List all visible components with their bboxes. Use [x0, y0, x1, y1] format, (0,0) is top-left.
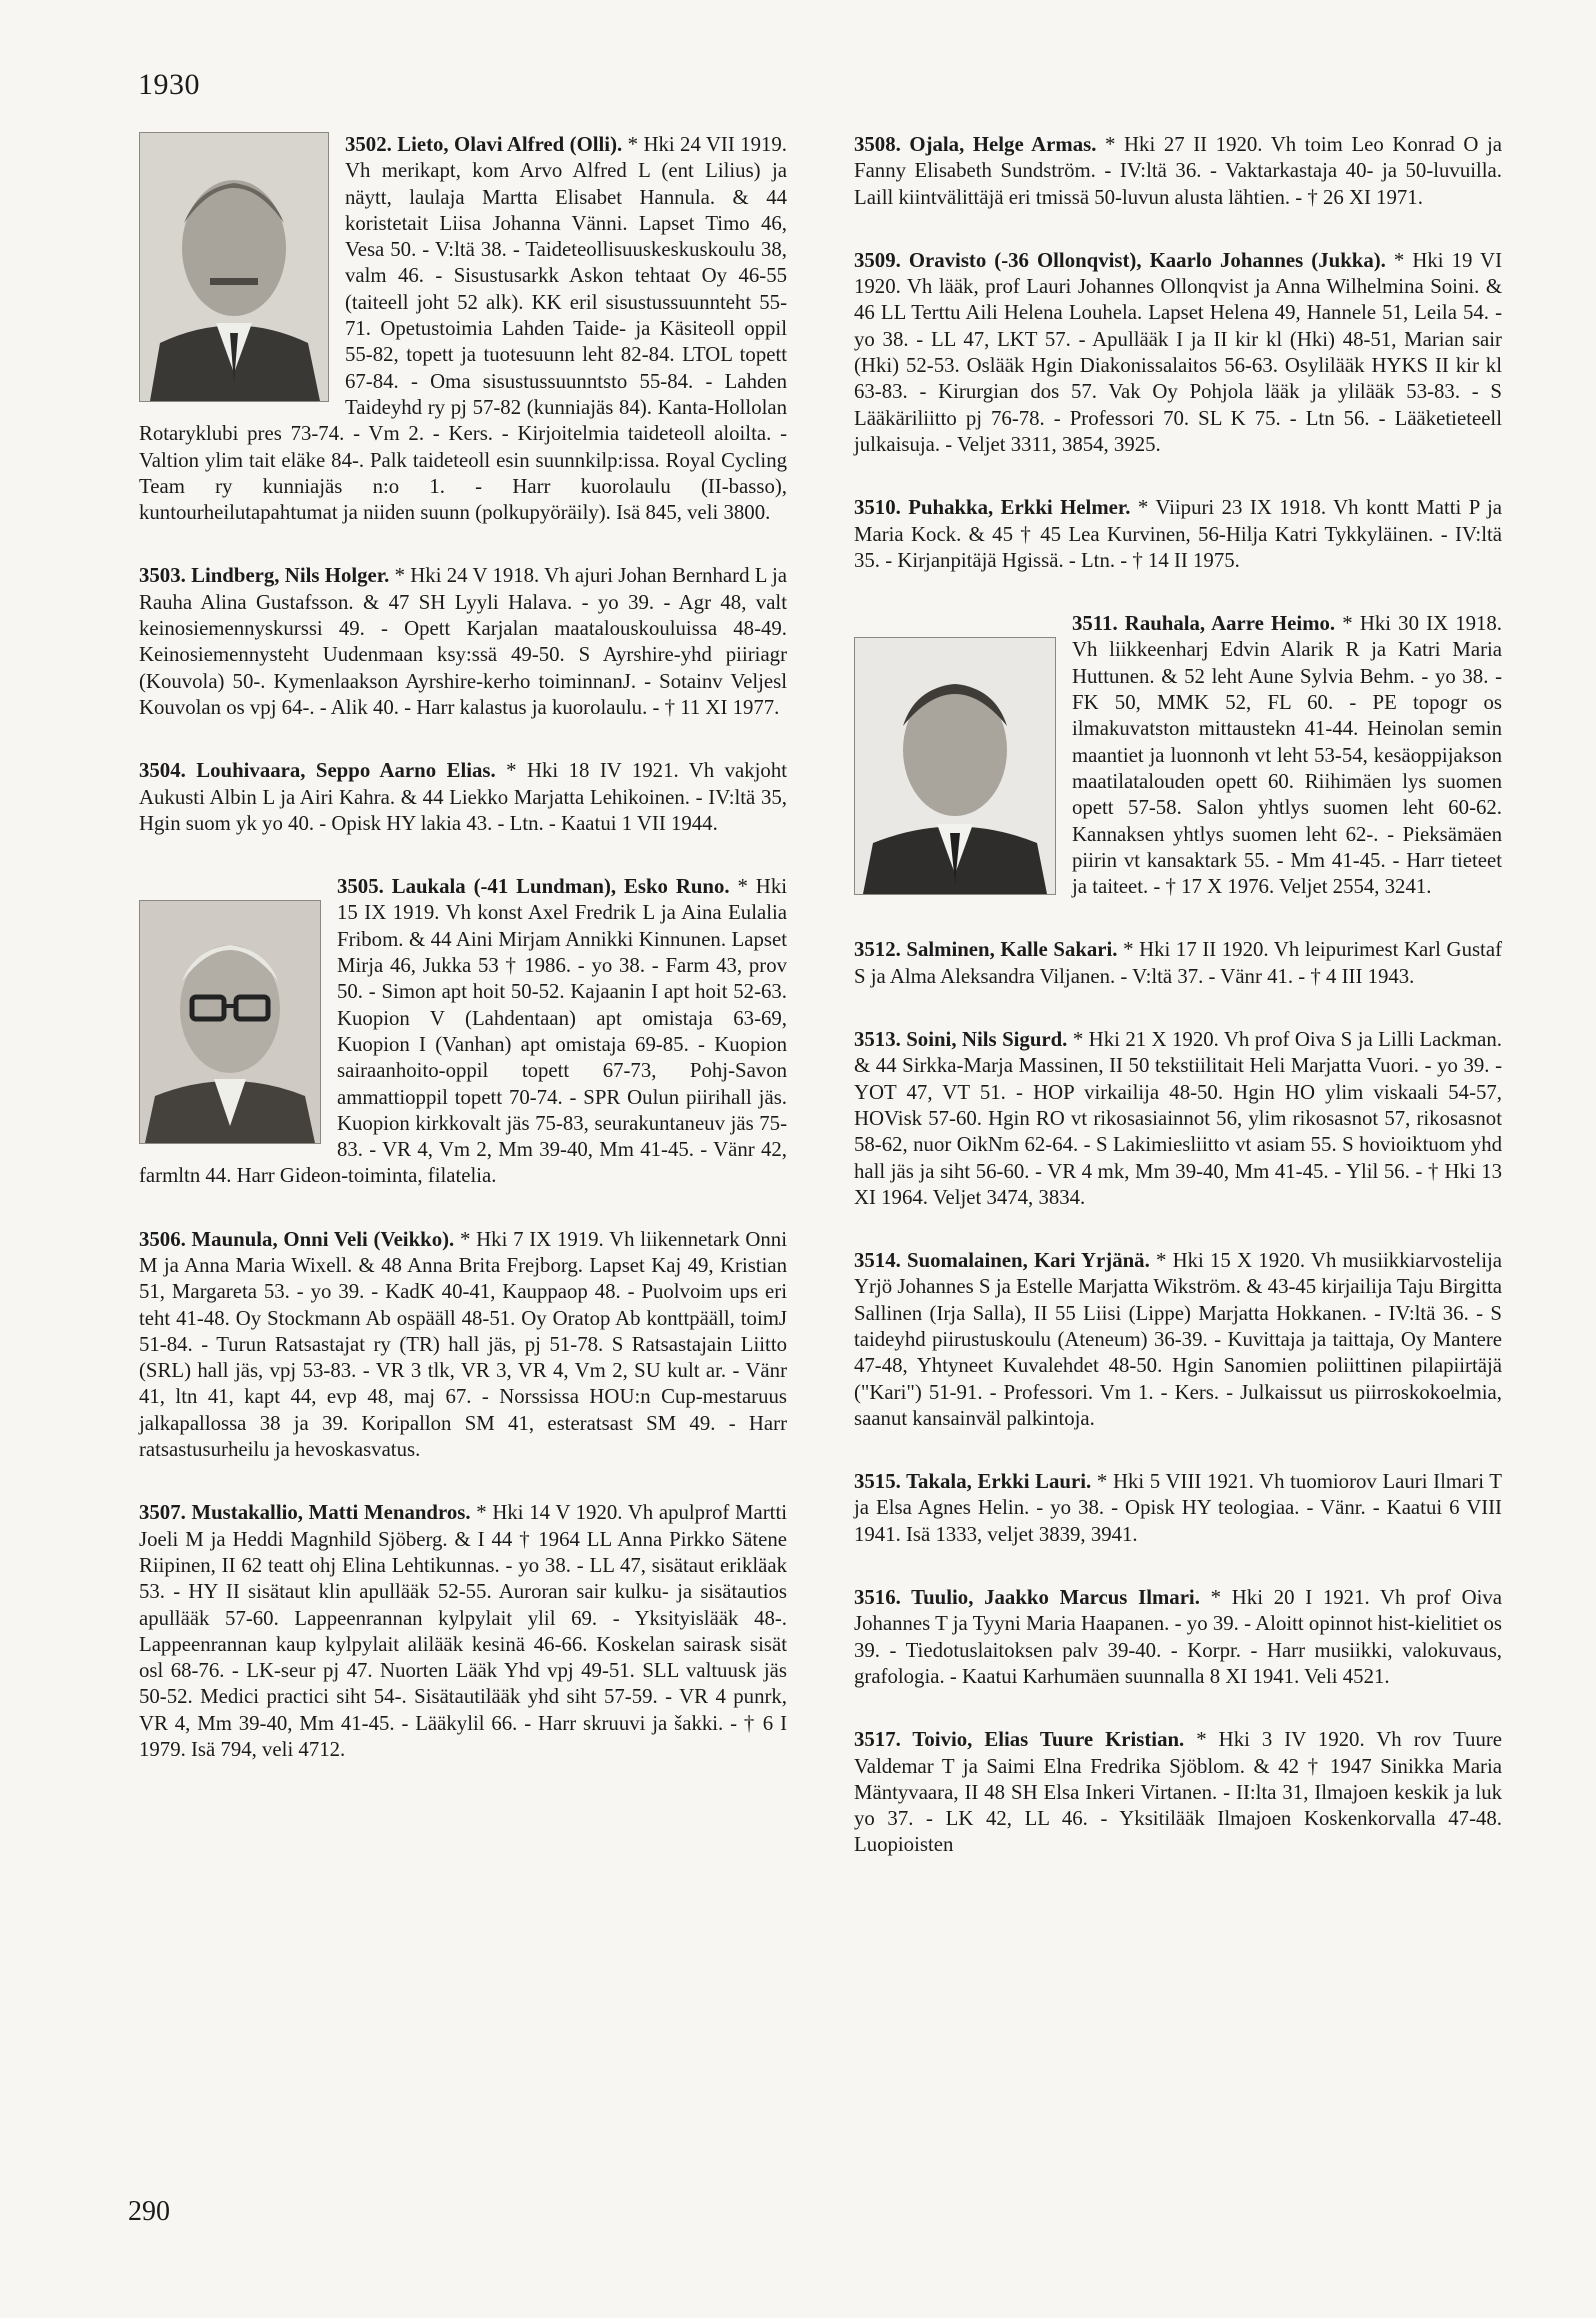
- entry-3509: [854, 248, 1502, 458]
- page-number: 290: [128, 2196, 170, 2227]
- entry-3513-body: * Hki 21 X 1920. Vh prof Oiva S ja Lilli Lackman. & 44 Sirkka-Marja Massinen, II 50 tekstiilitait Heli Marjatta Vuori. - yo 39. - YOT 47, VT 51. - HOP virkailija 48-50. Hgin HO ylim viskaali 54-57, HOVisk 57-60. Hgin RO vt rikosasiainnot 56, ylim rikosasnot 57, rikosasnot 58-62, nuor OikNm 62-64. - S Lakimiesliitto vt asiam 55. S hovioiktuom yhd hall jäs ja siht 56-60. - VR 4 mk, Mm 39-40, Mm 41-45. - Ylil 56. - † Hki 13 XI 1964. Veljet 3474, 3834.: [854, 1028, 1502, 1209]
- entry-3507-name: 3507. Mustakallio, Matti Menandros.: [139, 1501, 471, 1525]
- entry-3516-body: * Hki 20 I 1921. Vh prof Oiva Johannes T ja Tyyni Maria Haapanen. - yo 39. - Aloitt opinnot hist-kielitiet os 39. - Tiedotuslaitoksen palv 39-40. - Korpr. - Harr musiikki, valokuvaus, grafologia. - Kaatui Karhumäen suunnalla 8 XI 1941. Veli 4521.: [854, 1586, 1502, 1688]
- entry-3502-body: * Hki 24 VII 1919. Vh merikapt, kom Arvo Alfred L (ent Lilius) ja näytt, laulaja Martta Elisabet Hannula. & 44 koristetait Liisa Johanna Vänni. Lapset Timo 46, Vesa 50. - V:ltä 38. - Taideteollisuuskeskuskoulu 38, valm 46. - Sisustusarkk Askon tehtaat Oy 46-55 (taiteell joht 52 alk). KK eril sisustussuunnteht 55-71. Opetustoimia Lahden Taide- ja Käsiteoll oppil 55-82, topett ja tuotesuunn leht 82-84. LTOL topett 67-84. - Oma sisustussuunntsto 55-84. - Lahden Taideyhd ry pj 57-82 (kunniajäs 84). Kanta-Hollolan Rotaryklubi pres 73-74. - Vm 2. - Kers. - Kirjoitelmia taideteoll aloilta. - Valtion ylim tait eläke 84-. Palk taideteoll esin suunnkilp:issa. Royal Cycling Team ry kunniajäs n:o 1. - Harr kuorolaulu (II-basso), kuntourheilutapahtumat ja niiden suunn (polkupyöräily). Isä 845, veli 3800.: [139, 133, 787, 525]
- right-column: [854, 132, 1502, 1896]
- entry-3512-name: 3512. Salminen, Kalle Sakari.: [854, 938, 1118, 962]
- entry-3515: [854, 1469, 1502, 1548]
- entry-3505-name: 3505. Laukala (-41 Lundman), Esko Runo.: [337, 875, 730, 899]
- entry-3514-body: * Hki 15 X 1920. Vh musiikkiarvostelija Yrjö Johannes S ja Estelle Marjatta Wikström. & 43-45 kirjailija Taju Birgitta Sallinen (Irja Salla), II 55 Liisi (Lippe) Marjatta Hokkanen. - IV:ltä 36. - S taideyhd piirustuskoulu (Ateneum) 36-39. - Kuvittaja ja taittaja, Oy Mantere 47-48, Yhtyneet Kuvalehdet 48-50. Hgin Sanomien poliittinen pilapiirtäjä ("Kari") 51-91. - Professori. Vm 1. - Kers. - Julkaissut us piirroskokoelmia, saanut kansainväl palkintoja.: [854, 1249, 1502, 1430]
- left-column: [139, 132, 787, 1800]
- entry-3513: [854, 1027, 1502, 1211]
- entry-3506-name: 3506. Maunula, Onni Veli (Veikko).: [139, 1227, 455, 1251]
- entry-3513-name: 3513. Soini, Nils Sigurd.: [854, 1028, 1068, 1052]
- entry-3517: [854, 1727, 1502, 1858]
- entry-3509-name: 3509. Oravisto (-36 Ollonqvist), Kaarlo Johannes (Jukka).: [854, 248, 1386, 272]
- entry-3508: [854, 132, 1502, 211]
- entry-3515-name: 3515. Takala, Erkki Lauri.: [854, 1470, 1092, 1494]
- entry-3503-body: * Hki 24 V 1918. Vh ajuri Johan Bernhard L ja Rauha Alina Gustafsson. & 47 SH Lyyli Halava. - yo 39. - Agr 48, valt keinosiemennyskurssi 49. - Opett Karjalan maatalouskouluissa 48-49. Keinosiemennysteht Uudenmaan ksy:ssä 49-50. S Ayrshire-yhd piiriagr (Kouvola) 50-. Kymenlaakson Ayrshire-kerho toiminnanJ. - Sotainv Veljesl Kouvolan os vpj 64-. - Alik 40. - Harr kalastus ja kuorolaulu. - † 11 XI 1977.: [139, 564, 788, 719]
- entry-3504-name: 3504. Louhivaara, Seppo Aarno Elias.: [139, 759, 496, 783]
- entry-3503: [139, 563, 787, 721]
- entry-3504: [139, 758, 787, 837]
- page-year-header: 1930: [138, 68, 200, 101]
- entry-3510-body: * Viipuri 23 IX 1918. Vh kontt Matti P ja Maria Kock. & 45 † 45 Lea Kurvinen, 56-Hilja Katri Tykkyläinen. - IV:ltä 35. - Kirjanpitäjä Hgissä. - Ltn. - † 14 II 1975.: [854, 496, 1502, 572]
- portrait-3502-icon: [140, 133, 328, 401]
- entry-3504-body: * Hki 18 IV 1921. Vh vakjoht Aukusti Albin L ja Airi Kahra. & 44 Liekko Marjatta Lehikoinen. - IV:ltä 35, Hgin suom yk yo 40. - Opisk HY lakia 43. - Ltn. - Kaatui 1 VII 1944.: [139, 759, 787, 835]
- entry-3514-name: 3514. Suomalainen, Kari Yrjänä.: [854, 1249, 1150, 1273]
- entry-3516: [854, 1585, 1502, 1690]
- entry-3507: [139, 1500, 787, 1763]
- entry-3510: [854, 495, 1502, 574]
- entry-3511: [854, 611, 1502, 900]
- entry-3505-body: * Hki 15 IX 1919. Vh konst Axel Fredrik L ja Aina Eulalia Fribom. & 44 Aini Mirjam Annikki Kinnunen. Lapset Mirja 46, Jukka 53 † 1986. - yo 38. - Farm 43, prov 50. - Simon apt hoit 50-52. Kajaanin I apt hoit 52-63. Kuopion V (Lahdentaan) apt omistaja 63-69, Kuopion I (Vanhan) apt omistaja 69-85. - Kuopion sairaanhoito-oppil topett 67-73, Pohj-Savon ammattioppil topett 70-74. - SPR Oulun piirihall jäs. Kuopion kirkkovalt jäs 75-83, seurakuntaneuv jäs 75-83. - VR 4, Vm 2, Mm 39-40, Mm 41-45. - Vänr 42, farmltn 44. Harr Gideon-toiminta, filatelia.: [139, 875, 787, 1188]
- entry-3503-name: 3503. Lindberg, Nils Holger.: [139, 564, 390, 588]
- entry-3507-body: * Hki 14 V 1920. Vh apulprof Martti Joeli M ja Heddi Magnhild Sjöberg. & I 44 † 1964 LL Anna Pirkko Sätene Riipinen, II 62 teatt ohj Elina Lehtikunnas. - yo 38. - LL 47, sisätaut erikläak 53. - HY II sisätaut klin apullääk 52-55. Auroran sair kulku- ja sisätautios apullääk 57-60. Lappeenrannan kylpylait ylil 69. - Yksityislääk 48-. Lappeenrannan kaup kylpylait alilääk kesinä 46-66. Koskelan sairask sisät osl 68-76. - LK-seur pj 47. Nuorten Lääk Yhd vpj 49-51. SLL valtuusk jäs 50-52. Medici practici siht 54-. Sisätautilääk yhd siht 57-59. - VR 4 punrk, VR 4, Mm 39-40, Mm 41-45. - Lääkylil 66. - Harr skruuvi ja šakki. - † 6 I 1979. Isä 794, veli 4712.: [139, 1501, 788, 1762]
- entry-3506-body: * Hki 7 IX 1919. Vh liikennetark Onni M ja Anna Maria Wixell. & 48 Anna Brita Frejborg. Lapset Kaj 49, Kristian 51, Margareta 53. - yo 39. - KadK 40-41, Kauppaop 48. - Puolvoim ups eri teht 41-48. Oy Stockmann Ab ospääll 48-51. Oy Oratop Ab konttpääll, toimJ 51-84. - Turun Ratsastajat ry (TR) hall jäs, pj 51-78. S Ratsastajain Liitto (SRL) hall jäs, vpj 53-83. - VR 3 tlk, VR 3, VR 4, Vm 2, SU kult ar. - Vänr 41, ltn 41, kapt 44, evp 48, maj 67. - Norssissa HOU:n Cup-mestaruus jalkapallossa 38 ja 39. Koripallon SM 41, esteratsast SM 49. - Harr ratsastusurheilu ja hevoskasvatus.: [139, 1227, 787, 1462]
- entry-3502-name: 3502. Lieto, Olavi Alfred (Olli).: [345, 133, 623, 156]
- entry-3512: [854, 937, 1502, 990]
- portrait-photo-3505: [139, 900, 321, 1144]
- entry-3509-body: * Hki 19 VI 1920. Vh lääk, prof Lauri Johannes Ollonqvist ja Anna Wilhelmina Soini. & 46 LL Terttu Aili Helena Louhela. Lapset Helena 49, Hannele 51, Leila 54. - yo 38. - LL 47, LKT 57. - Apullääk I ja II kir kl (Hki) 48-51, Marian sair (Hki) 52-53. Oslääk Hgin Diakonissalaitos 56-63. Osylilääk HYKS II kir kl 63-83. - Kirurgian dos 57. Vak Oy Pohjola lääk ja ylilääk 53-83. - S Lääkäriliitto pj 76-78. - Professori 70. SL K 75. - Ltn 56. - Lääketieteell julkaisuja. - Veljet 3311, 3854, 3925.: [854, 248, 1503, 456]
- entry-3514: [854, 1248, 1502, 1432]
- entry-3516-name: 3516. Tuulio, Jaakko Marcus Ilmari.: [854, 1586, 1200, 1610]
- entry-3506: [139, 1227, 787, 1464]
- entry-3505: [139, 874, 787, 1190]
- entry-3511-body: * Hki 30 IX 1918. Vh liikkeenharj Edvin Alarik R ja Katri Maria Huttunen. & 52 leht Aune Sylvia Behm. - yo 38. - FK 50, MMK 52, FL 60. - PE topogr os ilmakuvatston mittaustekn 41-44. Heinolan semin maantiet ja luonnonh vt leht 53-54, kesäoppijakson maatilatalouden opett 60. Riihimäen lys suomen opett 57-58. Salon yhtlys suomen leht 60-62. Kannaksen yhtlys suomen leht 62-. - Pieksämäen piirin vt kansaktark 55. - Mm 41-45. - Harr tieteet ja taiteet. - † 17 X 1976. Veljet 2554, 3241.: [1072, 612, 1503, 899]
- portrait-photo-3502: [139, 132, 329, 402]
- entry-3517-name: 3517. Toivio, Elias Tuure Kristian.: [854, 1728, 1185, 1752]
- entry-3502: [139, 132, 787, 526]
- portrait-photo-3511: [854, 637, 1056, 895]
- entry-3510-name: 3510. Puhakka, Erkki Helmer.: [854, 496, 1131, 520]
- portrait-3511-icon: [855, 638, 1055, 894]
- entry-3511-name: 3511. Rauhala, Aarre Heimo.: [1072, 612, 1336, 636]
- entry-3508-name: 3508. Ojala, Helge Armas.: [854, 133, 1097, 156]
- entry-3517-body: * Hki 3 IV 1920. Vh rov Tuure Valdemar T ja Saimi Elna Fredrika Sjöblom. & 42 † 1947 Sinikka Maria Mäntyvaara, II 48 SH Elsa Inkeri Virtanen. - II:lta 31, Ilmajoen keskik ja luk yo 37. - LK 42, LL 46. - Yksitilääk Ilmajoen Koskenkorvalla 47-48. Luopioisten: [854, 1728, 1503, 1857]
- entry-3512-body: * Hki 17 II 1920. Vh leipurimest Karl Gustaf S ja Alma Aleksandra Viljanen. - V:ltä 37. - Vänr 41. - † 4 III 1943.: [854, 938, 1502, 988]
- portrait-3505-icon: [140, 901, 320, 1143]
- entry-3508-body: * Hki 27 II 1920. Vh toim Leo Konrad O ja Fanny Elisabeth Sundström. - IV:ltä 36. - Vaktarkastaja 40- ja 50-luvuilla. Laill kiintvälittäjä eri tmissä 50-luvun alusta lähtien. - † 26 XI 1971.: [854, 133, 1502, 209]
- entry-3515-body: * Hki 5 VIII 1921. Vh tuomiorov Lauri Ilmari T ja Elsa Agnes Helin. - yo 38. - Opisk HY teologiaa. - Vänr. - Kaatui 6 VIII 1941. Isä 1333, veljet 3839, 3941.: [854, 1470, 1502, 1546]
